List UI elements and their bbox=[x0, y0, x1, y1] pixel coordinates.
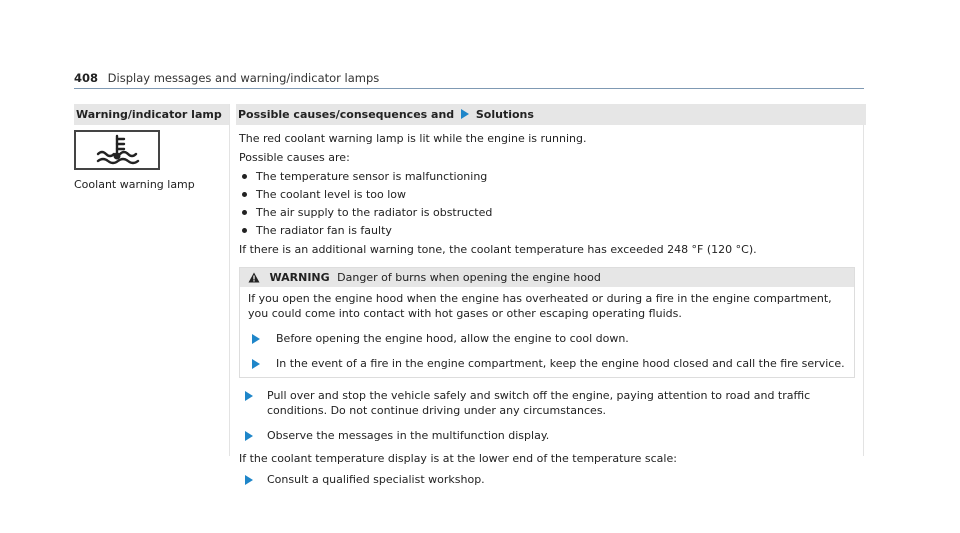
arrow-right-icon bbox=[461, 109, 469, 119]
warning-label: WARNING bbox=[269, 271, 330, 284]
warning-box bbox=[239, 267, 855, 378]
instruction-step-text: Consult a qualified specialist workshop. bbox=[267, 473, 485, 486]
column-divider bbox=[229, 104, 230, 456]
arrow-right-icon bbox=[245, 391, 253, 401]
arrow-right-icon bbox=[245, 431, 253, 441]
column-header-lamp: Warning/indicator lamp bbox=[74, 104, 229, 125]
warning-text: If you open the engine hood when the engine has overheated or during a fire in the engine compartment, you could come into contact with hot gases or other escaping operating fluids. bbox=[248, 292, 832, 320]
coolant-temperature-icon bbox=[74, 130, 160, 170]
warning-header bbox=[240, 268, 854, 287]
instruction-step-text: Observe the messages in the multifunction display. bbox=[267, 429, 550, 442]
page-header bbox=[74, 70, 864, 89]
warning-step bbox=[248, 356, 846, 371]
column-header-causes-text: Possible causes/consequences and bbox=[238, 108, 455, 121]
warning-step-text: Before opening the engine hood, allow the engine to cool down. bbox=[276, 332, 629, 345]
low-temp-text: If the coolant temperature display is at the lower end of the temperature scale: bbox=[239, 452, 677, 465]
arrow-right-icon bbox=[252, 359, 260, 369]
intro-text: The red coolant warning lamp is lit while the engine is running. bbox=[239, 132, 587, 145]
instruction-step bbox=[239, 472, 859, 487]
lamp-label: Coolant warning lamp bbox=[74, 178, 195, 191]
column-header-solutions-text: Solutions bbox=[475, 108, 534, 121]
warning-triangle-icon bbox=[248, 270, 260, 289]
arrow-right-icon bbox=[252, 334, 260, 344]
list-item: The radiator fan is faulty bbox=[239, 223, 859, 238]
warning-title: Danger of burns when opening the engine hood bbox=[337, 271, 601, 284]
column-header-causes bbox=[236, 104, 866, 125]
page-number: 408 bbox=[74, 71, 99, 85]
list-item: The coolant level is too low bbox=[239, 187, 859, 202]
list-item: The temperature sensor is malfunctioning bbox=[239, 169, 859, 184]
warning-step bbox=[248, 331, 846, 346]
possible-causes-label: Possible causes are: bbox=[239, 151, 350, 164]
warning-body bbox=[240, 287, 854, 377]
instruction-step-text: Pull over and stop the vehicle safely and switch off the engine, paying attention to road and traffic conditions. Do not continue driving under any circumstances. bbox=[267, 389, 811, 417]
warning-step-text: In the event of a fire in the engine compartment, keep the engine hood closed and call the fire service. bbox=[276, 357, 845, 370]
warning-lamp-table bbox=[74, 104, 864, 486]
arrow-right-icon bbox=[245, 475, 253, 485]
list-item: The air supply to the radiator is obstructed bbox=[239, 205, 859, 220]
causes-column bbox=[239, 131, 859, 493]
instruction-step bbox=[239, 428, 859, 443]
additional-tone-text: If there is an additional warning tone, the coolant temperature has exceeded 248 °F (120 °C). bbox=[239, 243, 757, 256]
page-title: Display messages and warning/indicator lamps bbox=[107, 71, 380, 85]
instruction-step bbox=[239, 388, 859, 418]
table-right-border bbox=[863, 125, 864, 456]
